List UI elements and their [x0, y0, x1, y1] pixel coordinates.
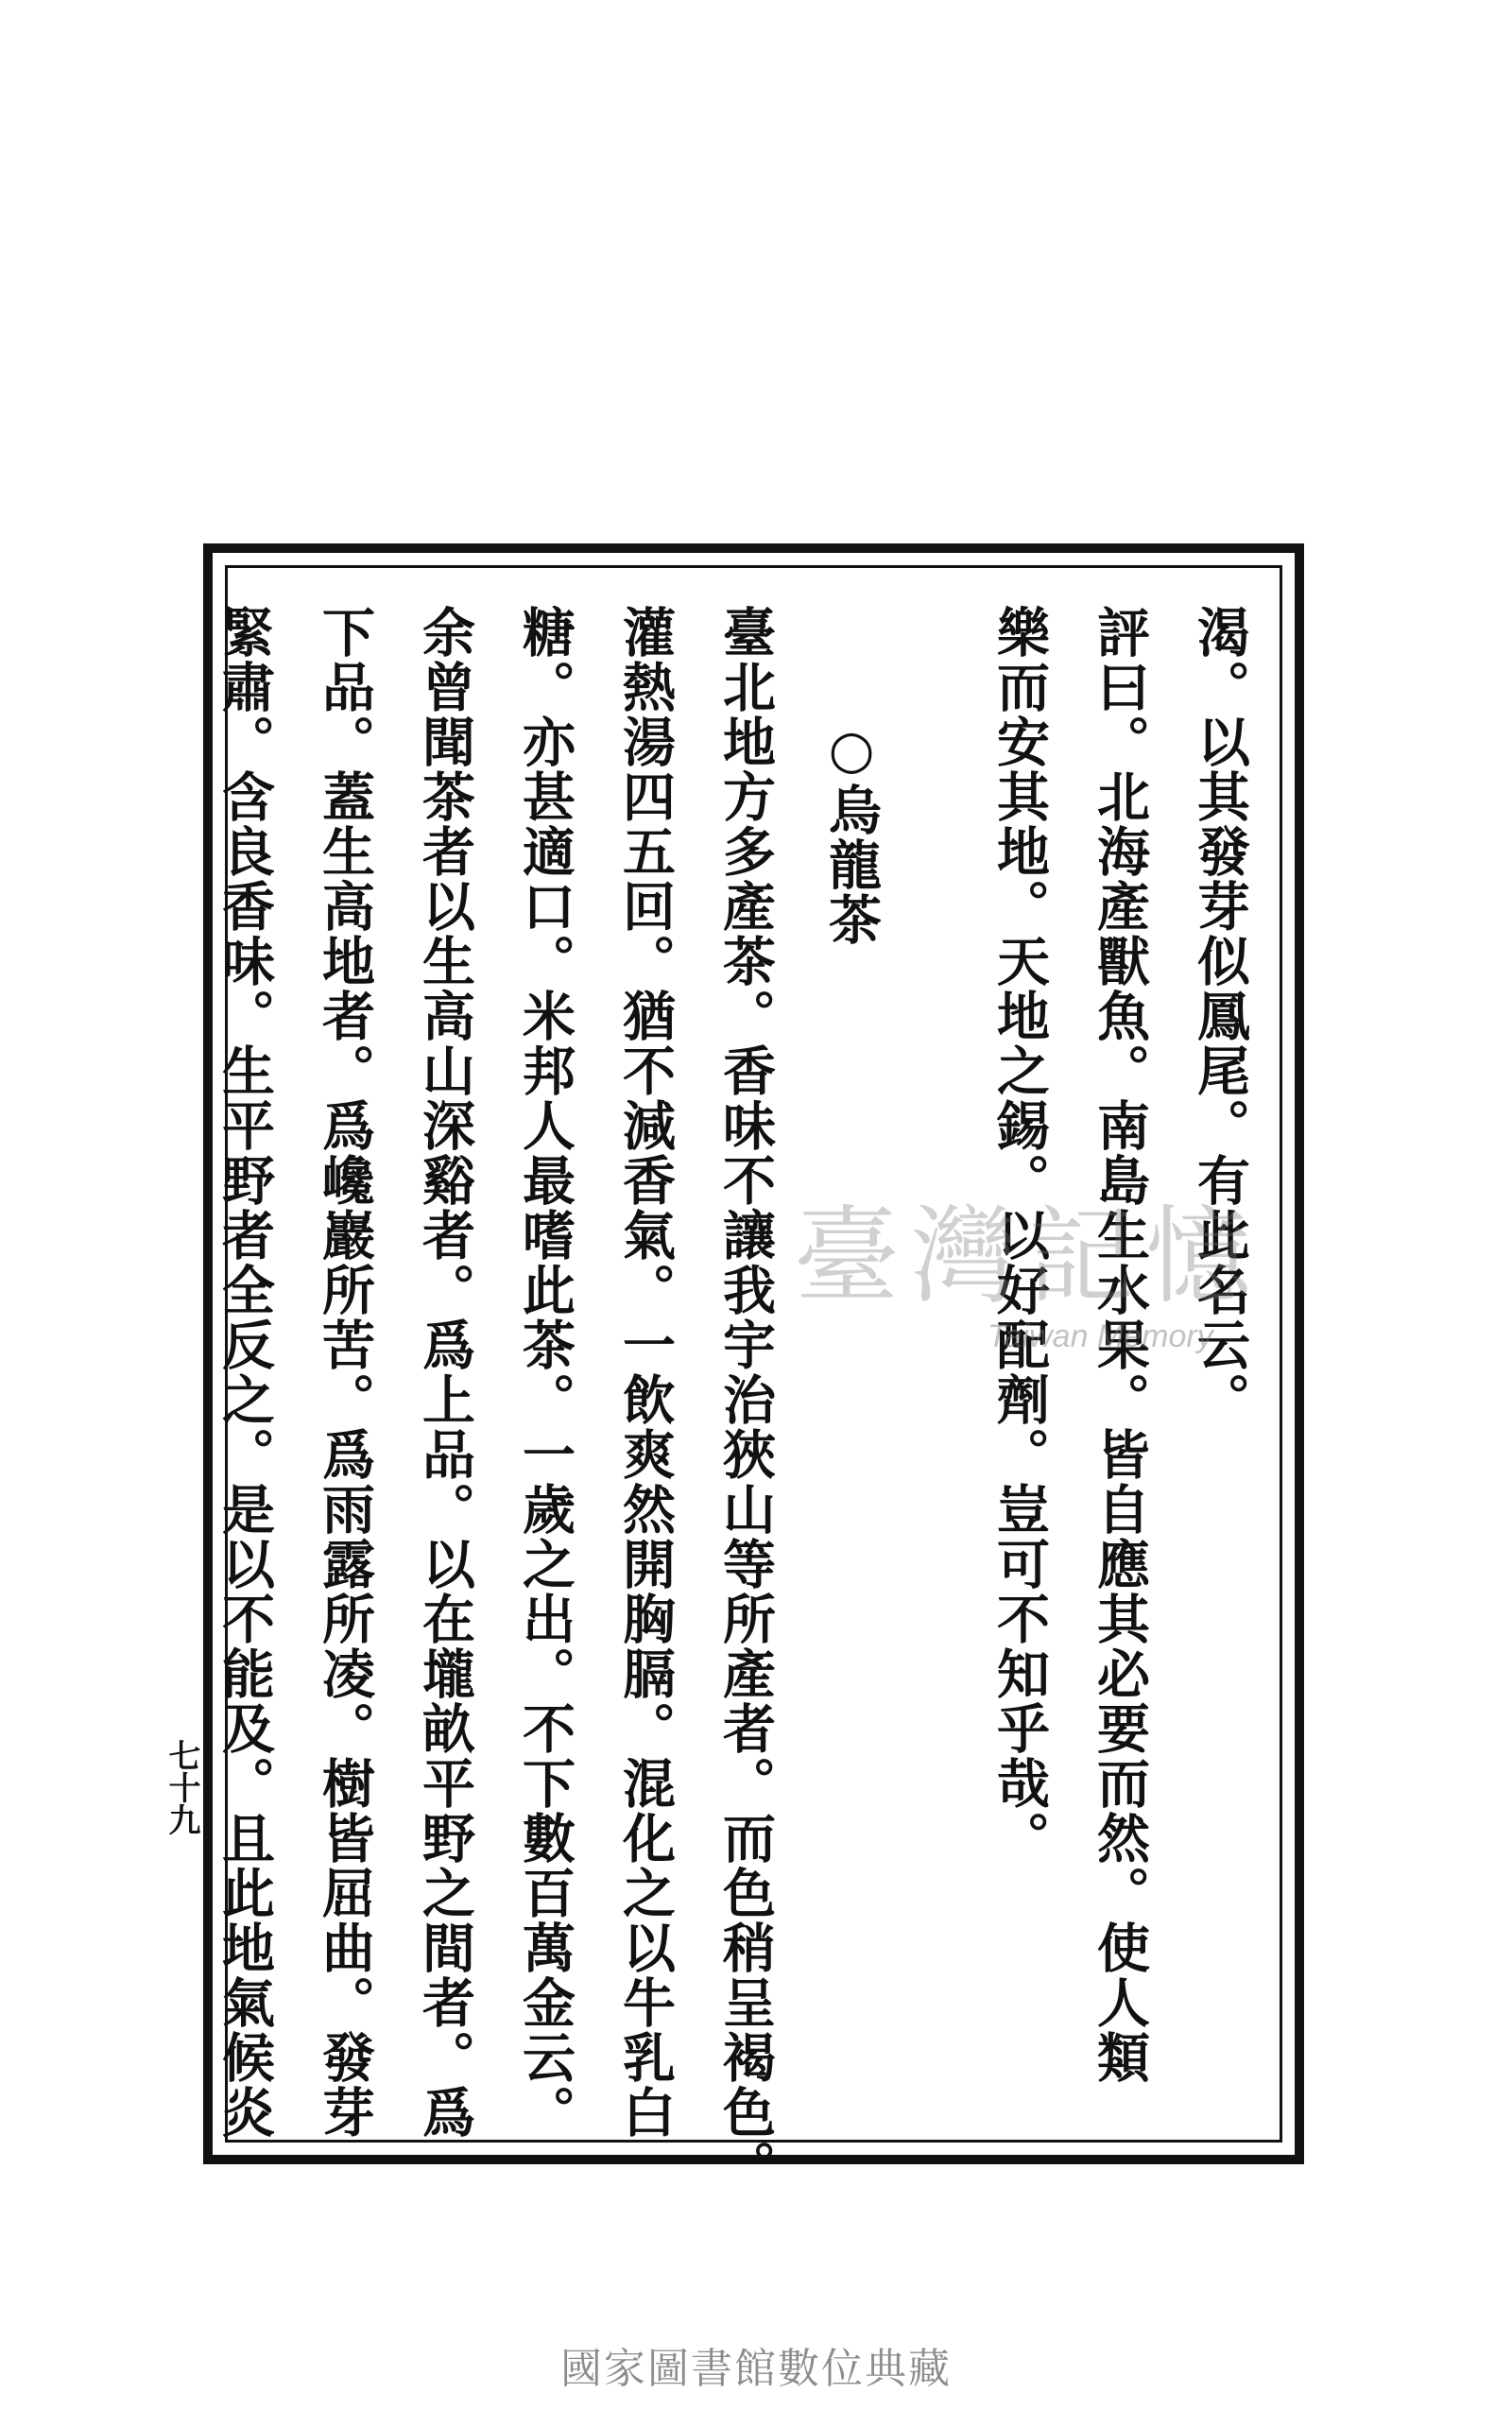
text-column-1: 渴。以其發芽似鳳尾。有此名云。 — [1189, 605, 1251, 1427]
text-column-3: 樂而安其地。天地之錫。以好配劑。豈可不知乎哉。 — [988, 605, 1051, 1866]
text-column-10: 緊肅。含良香味。生平野者全反之。是以不能及。且此地氣候炎 — [214, 605, 276, 2140]
watermark-subtitle: Taiwan Memory — [988, 1318, 1213, 1354]
text-column-5: 臺北地方多產茶。香味不讓我宇治狹山等所產者。而色稍呈褐色。 — [714, 605, 777, 2195]
section-heading: ○烏龍茶 — [820, 718, 883, 947]
text-column-7: 糖。亦甚適口。米邦人最嗜此茶。一歲之出。不下數百萬金云。 — [514, 605, 576, 2140]
text-column-8: 余曾聞茶者以生高山深谿者。爲上品。以在壠畝平野之間者。爲 — [414, 605, 476, 2140]
watermark: 臺灣記憶 — [794, 1196, 1263, 1318]
text-area — [214, 605, 1266, 2195]
text-column-9: 下品。蓋生高地者。爲巉巖所苦。爲雨露所凌。樹皆屈曲。發芽 — [314, 605, 376, 2140]
text-column-6: 灌熱湯四五回。猶不減香氣。一飲爽然開胸膈。混化之以牛乳白 — [614, 605, 677, 2140]
footer-caption: 國家圖書館數位典藏 — [560, 2345, 952, 2393]
page-number: 七十九 — [163, 1739, 200, 1835]
text-column-2: 評曰。北海產獸魚。南島生水果。皆自應其必要而然。使人類 — [1089, 605, 1151, 2085]
